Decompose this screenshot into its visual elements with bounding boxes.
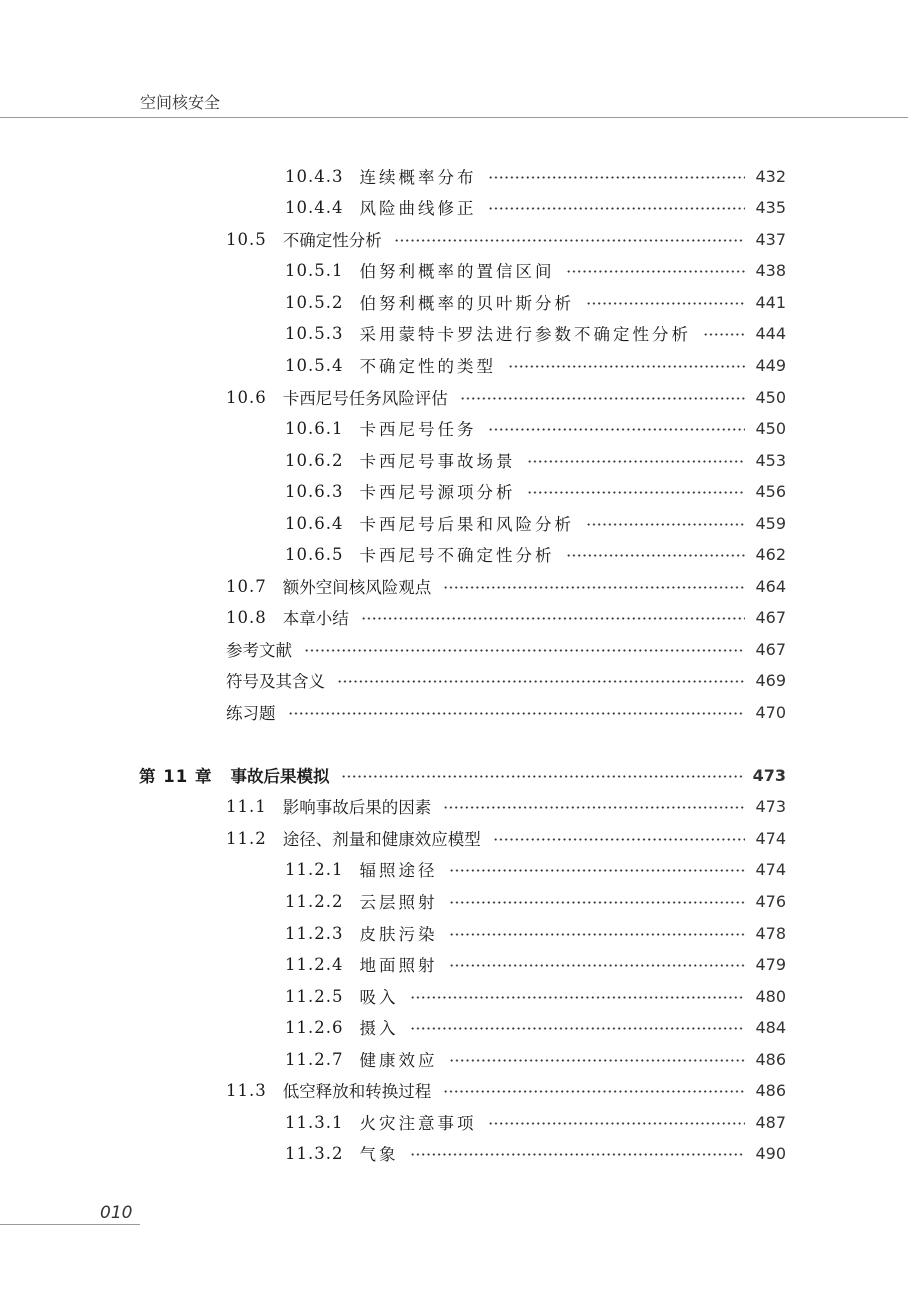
dot-leader (527, 491, 745, 494)
toc-section-number: 10.6.1 (285, 418, 344, 438)
toc-section-number: 11.1 (226, 796, 267, 816)
toc-section-number: 10.5.3 (285, 323, 344, 343)
toc-title: 卡西尼号任务风险评估 (282, 389, 448, 408)
dot-leader (443, 586, 745, 589)
footer-divider (0, 1224, 140, 1225)
toc-entry[interactable] (285, 856, 786, 882)
toc-entry[interactable] (285, 478, 786, 504)
toc-entry[interactable] (285, 983, 786, 1009)
header-divider (0, 117, 908, 118)
toc-entry[interactable] (226, 1077, 786, 1103)
toc-entry[interactable] (226, 604, 786, 630)
toc-title: 练习题 (226, 704, 276, 723)
toc-section-number: 11.2.6 (285, 1017, 344, 1037)
toc-entry[interactable] (285, 289, 786, 315)
toc-title: 参考文献 (226, 641, 292, 660)
toc-page-number: 462 (755, 544, 786, 564)
dot-leader (410, 1027, 745, 1030)
toc-title: 事故后果模拟 (230, 767, 330, 786)
toc-title: 影响事故后果的因素 (282, 798, 432, 817)
toc-section-number: 10.4.3 (285, 166, 344, 186)
toc-entry[interactable] (226, 667, 786, 693)
toc-section-number: 10.5 (226, 229, 267, 249)
toc-page-number: 456 (755, 481, 786, 501)
toc-title: 吸入 (359, 988, 399, 1007)
toc-title: 卡西尼号后果和风险分析 (359, 515, 574, 534)
toc-entry[interactable] (285, 541, 786, 567)
toc-entry[interactable] (285, 352, 786, 378)
toc-section-number: 10.8 (226, 607, 267, 627)
dot-leader (586, 302, 745, 305)
toc-title: 风险曲线修正 (359, 199, 477, 218)
dot-leader (488, 207, 745, 210)
toc-title: 卡西尼号任务 (359, 420, 477, 439)
dot-leader (527, 460, 745, 463)
toc-title: 卡西尼号不确定性分析 (359, 546, 555, 565)
toc-section-number: 11.2.2 (285, 891, 344, 911)
toc-section-number: 11.2.4 (285, 954, 344, 974)
dot-leader (410, 996, 745, 999)
toc-title: 气象 (359, 1145, 399, 1164)
toc-entry[interactable] (285, 888, 786, 914)
toc-section-number: 10.6.4 (285, 513, 344, 533)
toc-chapter-entry[interactable] (139, 762, 786, 788)
toc-page-number: 486 (755, 1080, 786, 1100)
toc-page-number: 479 (755, 954, 786, 974)
toc-section-number: 10.6 (226, 387, 267, 407)
toc-title: 不确定性的类型 (359, 357, 496, 376)
dot-leader (288, 712, 746, 715)
toc-page-number: 470 (755, 702, 786, 722)
toc-page-number: 450 (755, 418, 786, 438)
toc-page-number: 444 (755, 323, 786, 343)
dot-leader (586, 523, 745, 526)
dot-leader (566, 554, 745, 557)
dot-leader (341, 775, 742, 778)
dot-leader (488, 428, 745, 431)
toc-page-number: 487 (755, 1112, 786, 1132)
toc-title: 符号及其含义 (226, 672, 325, 691)
toc-page-number: 474 (755, 859, 786, 879)
toc-title: 伯努利概率的贝叶斯分析 (359, 294, 574, 313)
dot-leader (703, 333, 745, 336)
running-head: 空间核安全 (140, 93, 221, 112)
toc-page-number: 449 (755, 355, 786, 375)
toc-page-number: 464 (755, 576, 786, 596)
toc-entry[interactable] (226, 226, 786, 252)
toc-page-number: 484 (755, 1017, 786, 1037)
toc-page-number: 469 (755, 670, 786, 690)
toc-page-number: 480 (755, 986, 786, 1006)
dot-leader (566, 270, 745, 273)
toc-title: 采用蒙特卡罗法进行参数不确定性分析 (359, 325, 691, 344)
toc-section-number: 10.5.2 (285, 292, 344, 312)
toc-entry[interactable] (226, 573, 786, 599)
toc-page-number: 450 (755, 387, 786, 407)
toc-section-number: 10.4.4 (285, 197, 344, 217)
toc-page-number: 476 (755, 891, 786, 911)
toc-entry[interactable] (226, 699, 786, 725)
toc-page-number: 478 (755, 923, 786, 943)
toc-section-number: 第 11 章 (139, 767, 213, 786)
toc-title: 摄入 (359, 1019, 399, 1038)
toc-entry[interactable] (285, 920, 786, 946)
toc-title: 卡西尼号源项分析 (359, 483, 516, 502)
toc-entry[interactable] (285, 447, 786, 473)
toc-section-number: 10.6.3 (285, 481, 344, 501)
toc-section-number: 10.7 (226, 576, 267, 596)
toc-entry[interactable] (285, 1046, 786, 1072)
dot-leader (361, 617, 746, 620)
toc-title: 额外空间核风险观点 (282, 578, 432, 597)
toc-entry[interactable] (285, 415, 786, 441)
page-number: 010 (100, 1203, 133, 1223)
toc-section-number: 10.5.1 (285, 260, 344, 280)
dot-leader (460, 397, 746, 400)
toc-page-number: 459 (755, 513, 786, 533)
toc-section-number: 11.2.7 (285, 1049, 344, 1069)
toc-title: 辐照途径 (359, 861, 438, 880)
toc-page-number: 473 (752, 765, 786, 785)
dot-leader (449, 901, 745, 904)
toc-entry[interactable] (285, 257, 786, 283)
toc-page-number: 486 (755, 1049, 786, 1069)
toc-entry[interactable] (285, 510, 786, 536)
toc-entry[interactable] (285, 1109, 786, 1135)
toc-page-number: 453 (755, 450, 786, 470)
toc-entry[interactable] (285, 163, 786, 189)
toc-section-number: 11.2.3 (285, 923, 344, 943)
toc-section-number: 10.6.5 (285, 544, 344, 564)
toc-page-number: 474 (755, 828, 786, 848)
toc-entry[interactable] (285, 951, 786, 977)
toc-title: 皮肤污染 (359, 925, 438, 944)
toc-title: 本章小结 (282, 609, 349, 628)
toc-title: 卡西尼号事故场景 (359, 452, 516, 471)
dot-leader (410, 1153, 745, 1156)
dot-leader (443, 1090, 745, 1093)
toc-section-number: 11.2 (226, 828, 267, 848)
dot-leader (304, 649, 745, 652)
toc-page-number: 438 (755, 260, 786, 280)
toc-title: 低空释放和转换过程 (282, 1082, 432, 1101)
toc-page-number: 435 (755, 197, 786, 217)
toc-title: 连续概率分布 (359, 168, 477, 187)
toc-page-number: 437 (755, 229, 786, 249)
toc-section-number: 11.3.2 (285, 1143, 344, 1163)
toc-page-number: 473 (755, 796, 786, 816)
dot-leader (508, 365, 745, 368)
toc-title: 火灾注意事项 (359, 1114, 477, 1133)
toc-section-number: 11.3 (226, 1080, 267, 1100)
toc-section-number: 10.5.4 (285, 355, 344, 375)
toc-page-number: 490 (755, 1143, 786, 1163)
toc-page-number: 467 (755, 607, 786, 627)
dot-leader (449, 964, 745, 967)
dot-leader (493, 838, 746, 841)
toc-title: 伯努利概率的置信区间 (359, 262, 555, 281)
dot-leader (443, 806, 745, 809)
toc-section-number: 10.6.2 (285, 450, 344, 470)
toc-section-number: 11.2.1 (285, 859, 344, 879)
toc-title: 健康效应 (359, 1051, 438, 1070)
toc-entry[interactable] (285, 1140, 786, 1166)
toc-entry[interactable] (285, 320, 786, 346)
dot-leader (449, 869, 745, 872)
dot-leader (337, 680, 745, 683)
toc-title: 途径、剂量和健康效应模型 (282, 830, 481, 849)
toc-title: 地面照射 (359, 956, 438, 975)
toc-entry[interactable] (226, 793, 786, 819)
dot-leader (488, 176, 745, 179)
toc-title: 不确定性分析 (282, 231, 382, 250)
dot-leader (394, 239, 746, 242)
toc-entry[interactable] (226, 636, 786, 662)
toc-entry[interactable] (226, 384, 786, 410)
dot-leader (449, 933, 745, 936)
toc-entry[interactable] (285, 194, 786, 220)
toc-page-number: 467 (755, 639, 786, 659)
toc-title: 云层照射 (359, 893, 438, 912)
toc-section-number: 11.2.5 (285, 986, 344, 1006)
toc-page-number: 432 (755, 166, 786, 186)
toc-entry[interactable] (285, 1014, 786, 1040)
toc-page-number: 441 (755, 292, 786, 312)
toc-entry[interactable] (226, 825, 786, 851)
dot-leader (449, 1059, 745, 1062)
toc-section-number: 11.3.1 (285, 1112, 344, 1132)
dot-leader (488, 1122, 745, 1125)
